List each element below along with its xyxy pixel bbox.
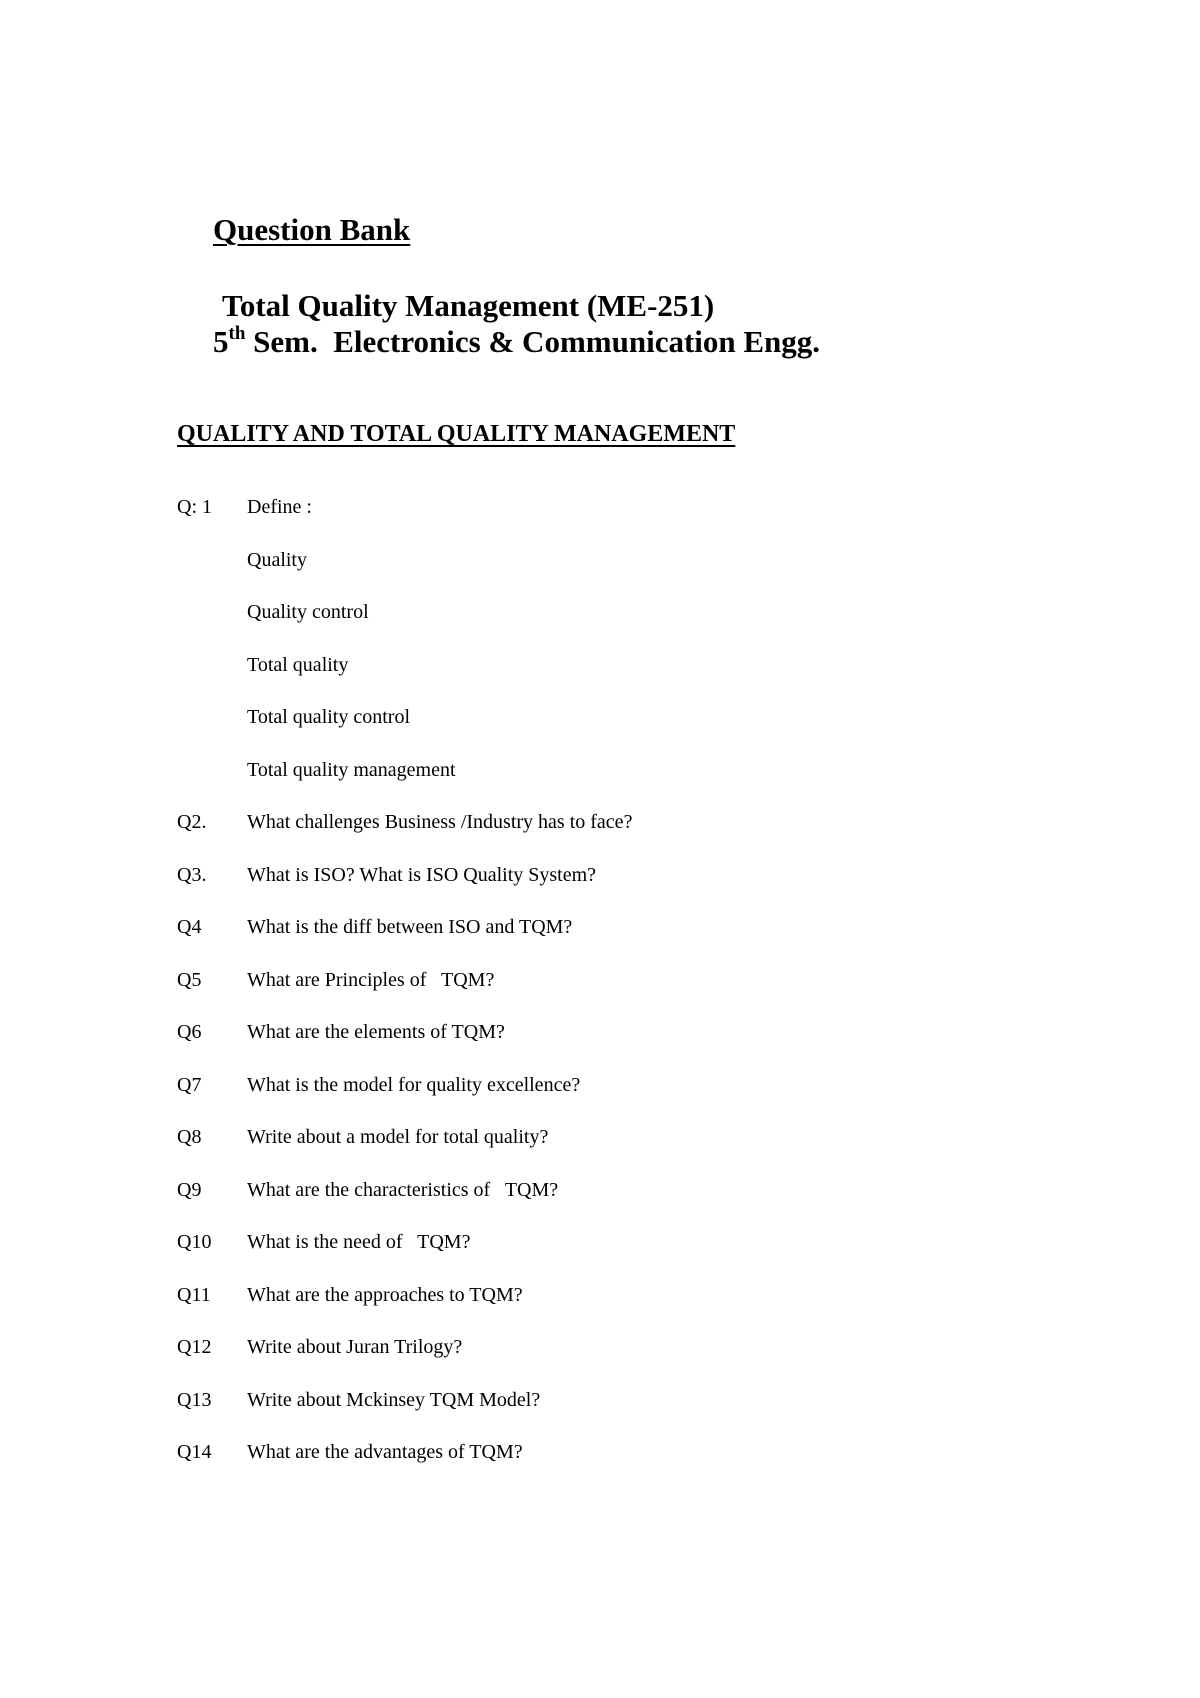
question-text: Total quality control — [247, 706, 411, 728]
question-text: Quality — [247, 548, 307, 571]
question-number: Q9 — [177, 1178, 202, 1201]
question-text: What are Principles of TQM? — [247, 968, 495, 991]
question-text: Total quality management — [247, 758, 456, 781]
question-text: What challenges Business /Industry has to face? — [247, 811, 633, 833]
course-title: Total Quality Management (ME-251) — [222, 288, 715, 323]
question-number: Q11 — [177, 1283, 211, 1306]
section-heading: QUALITY AND TOTAL QUALITY MANAGEMENT — [177, 421, 736, 447]
question-number: Q10 — [177, 1231, 212, 1253]
question-number: Q12 — [177, 1336, 212, 1358]
question-text: Write about Juran Trilogy? — [247, 1336, 463, 1358]
question-number: Q8 — [177, 1126, 202, 1148]
question-number: Q4 — [177, 916, 202, 938]
document-title: Question Bank — [213, 212, 411, 247]
question-text: What are the elements of TQM? — [247, 1021, 505, 1043]
semester-number: 5 — [213, 324, 229, 359]
question-number: Q7 — [177, 1073, 202, 1096]
question-number: Q6 — [177, 1021, 202, 1043]
question-text: Write about Mckinsey TQM Model? — [247, 1388, 541, 1411]
question-text: What is the need of TQM? — [247, 1231, 471, 1253]
semester-suffix: th — [228, 323, 246, 344]
question-number: Q5 — [177, 968, 202, 991]
question-text: What are the characteristics of TQM? — [247, 1178, 559, 1201]
question-text: What is the diff between ISO and TQM? — [247, 916, 573, 938]
question-text: Write about a model for total quality? — [247, 1126, 549, 1148]
question-number: Q3. — [177, 863, 207, 886]
semester-line — [213, 323, 821, 359]
question-text: What are the advantages of TQM? — [247, 1441, 523, 1463]
semester-department: Sem. Electronics & Communication Engg. — [245, 324, 821, 359]
question-text: What is ISO? What is ISO Quality System? — [247, 863, 597, 886]
question-number: Q13 — [177, 1388, 212, 1411]
question-text: Define : — [247, 496, 312, 518]
question-number: Q2. — [177, 811, 207, 833]
question-number: Q: 1 — [177, 496, 212, 518]
question-text: What are the approaches to TQM? — [247, 1283, 523, 1306]
question-number: Q14 — [177, 1441, 212, 1463]
question-text: Quality control — [247, 601, 369, 623]
question-text: Total quality — [247, 653, 349, 676]
question-text: What is the model for quality excellence? — [247, 1073, 581, 1096]
